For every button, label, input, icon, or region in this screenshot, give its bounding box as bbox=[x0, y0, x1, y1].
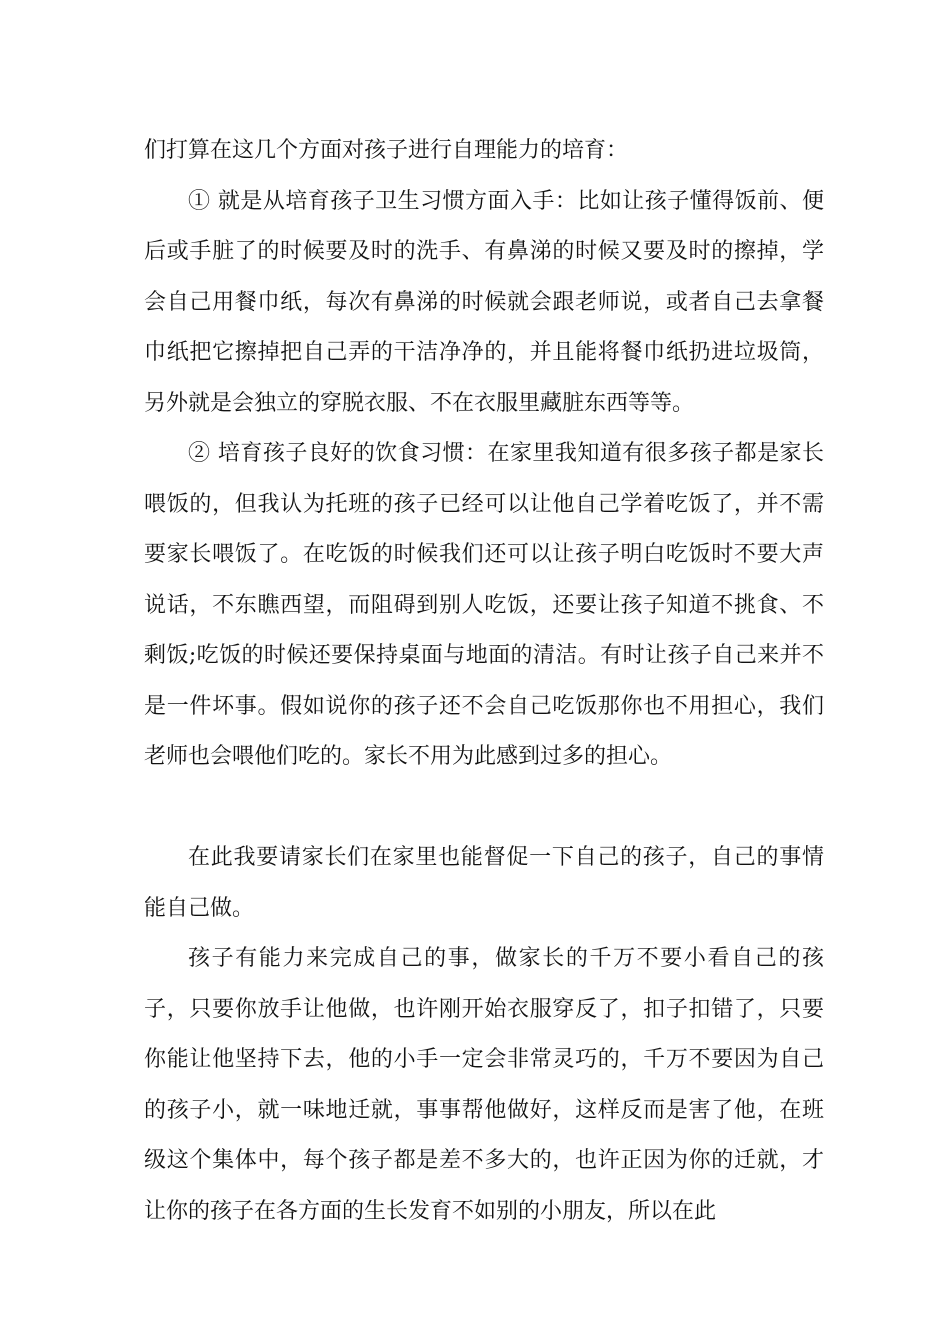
text-block-lower bbox=[144, 833, 824, 1237]
paragraph-eating-habits: ② 培育孩子良好的饮食习惯：在家里我知道有很多孩子都是家长喂饭的，但我认为托班的孩子已经可以让他自己学着吃饭了，并不需要家长喂饭了。在吃饭的时候我们还可以让孩子明白吃饭时不要大声说话，不东瞧西望，而阻碍到别人吃饭，还要让孩子知道不挑食、不剩饭;吃饭的时候还要保持桌面与地面的清洁。有时让孩子自己来并不是一件坏事。假如说你的孩子还不会自己吃饭那你也不用担心，我们老师也会喂他们吃的。家长不用为此感到过多的担心。 bbox=[144, 441, 824, 769]
paragraph-child-ability: 孩子有能力来完成自己的事，做家长的千万不要小看自己的孩子，只要你放手让他做，也许刚开始衣服穿反了，扣子扣错了，只要你能让他坚持下去，他的小手一定会非常灵巧的，千万不要因为自己的孩子小，就一味地迁就，事事帮他做好，这样反而是害了他，在班级这个集体中，每个孩子都是差不多大的，也许正因为你的迁就，才让你的孩子在各方面的生长发育不如别的小朋友，所以在此 bbox=[144, 946, 824, 1224]
paragraph-hygiene-habits: ① 就是从培育孩子卫生习惯方面入手：比如让孩子懂得饭前、便后或手脏了的时候要及时的洗手、有鼻涕的时候又要及时的擦掉，学会自己用餐巾纸，每次有鼻涕的时候就会跟老师说，或者自己去拿餐巾纸把它擦掉把自己弄的干洁净净的，并且能将餐巾纸扔进垃圾筒，另外就是会独立的穿脱衣服、不在衣服里藏脏东西等等。 bbox=[144, 188, 824, 416]
paragraph-parent-request: 在此我要请家长们在家里也能督促一下自己的孩子，自己的事情能自己做。 bbox=[144, 845, 824, 921]
text-block-upper bbox=[144, 126, 824, 783]
paragraph-intro-continuation: 们打算在这几个方面对孩子进行自理能力的培育： bbox=[144, 138, 629, 163]
